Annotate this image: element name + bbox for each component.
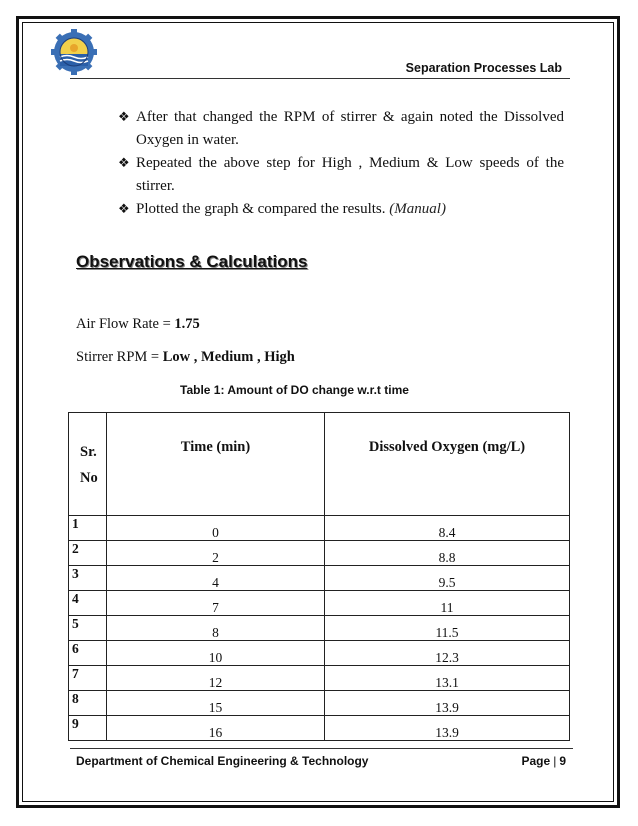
header-sr-no bbox=[69, 413, 107, 516]
row-sr-cell: 7 bbox=[69, 666, 107, 691]
row-time-cell: 4 bbox=[107, 566, 325, 591]
header-dissolved-oxygen: Dissolved Oxygen (mg/L) bbox=[325, 413, 570, 516]
university-logo-icon bbox=[50, 28, 98, 76]
table-header-row bbox=[69, 413, 570, 516]
procedure-item bbox=[118, 106, 564, 152]
header-sr-line1: Sr. bbox=[80, 444, 97, 460]
table-row bbox=[69, 666, 570, 691]
header-divider bbox=[70, 78, 570, 79]
diamond-bullet-icon: ❖ bbox=[118, 156, 130, 171]
diamond-bullet-icon: ❖ bbox=[118, 202, 130, 217]
row-time-cell: 10 bbox=[107, 641, 325, 666]
procedure-note: (Manual) bbox=[389, 201, 446, 217]
page-number: 9 bbox=[559, 754, 566, 768]
table-row bbox=[69, 616, 570, 641]
footer-department: Department of Chemical Engineering & Technology bbox=[76, 754, 369, 768]
row-sr-cell: 1 bbox=[69, 516, 107, 541]
header-sr-line2: No bbox=[80, 470, 98, 486]
air-flow-label: Air Flow Rate = bbox=[76, 316, 175, 332]
do-table bbox=[68, 412, 570, 741]
table-row bbox=[69, 541, 570, 566]
table-row bbox=[69, 691, 570, 716]
procedure-item bbox=[118, 198, 564, 221]
table-row bbox=[69, 641, 570, 666]
row-time-cell: 8 bbox=[107, 616, 325, 641]
row-sr-cell: 2 bbox=[69, 541, 107, 566]
row-time-cell: 12 bbox=[107, 666, 325, 691]
air-flow-rate bbox=[76, 316, 200, 333]
header-title: Separation Processes Lab bbox=[405, 61, 562, 75]
procedure-list bbox=[118, 106, 564, 221]
row-time-cell: 0 bbox=[107, 516, 325, 541]
page-separator: | bbox=[553, 754, 557, 768]
row-time-cell: 15 bbox=[107, 691, 325, 716]
diamond-bullet-icon: ❖ bbox=[118, 110, 130, 125]
row-sr-cell: 8 bbox=[69, 691, 107, 716]
table-row bbox=[69, 716, 570, 741]
row-do-cell: 9.5 bbox=[325, 566, 570, 591]
table-row bbox=[69, 591, 570, 616]
row-do-cell: 8.8 bbox=[325, 541, 570, 566]
footer-divider bbox=[70, 748, 573, 749]
row-do-cell: 11.5 bbox=[325, 616, 570, 641]
air-flow-value: 1.75 bbox=[174, 316, 200, 332]
procedure-text: Plotted the graph & compared the results. bbox=[136, 201, 386, 217]
row-sr-cell: 6 bbox=[69, 641, 107, 666]
page-label: Page bbox=[521, 754, 551, 768]
row-do-cell: 13.1 bbox=[325, 666, 570, 691]
footer-page bbox=[522, 754, 567, 768]
table-body bbox=[69, 516, 570, 741]
row-sr-cell: 5 bbox=[69, 616, 107, 641]
row-do-cell: 13.9 bbox=[325, 691, 570, 716]
row-sr-cell: 9 bbox=[69, 716, 107, 741]
row-do-cell: 12.3 bbox=[325, 641, 570, 666]
table-caption: Table 1: Amount of DO change w.r.t time bbox=[180, 383, 409, 397]
row-time-cell: 2 bbox=[107, 541, 325, 566]
procedure-text: Repeated the above step for High , Medium & Low speeds of the stirrer. bbox=[136, 155, 564, 194]
row-do-cell: 11 bbox=[325, 591, 570, 616]
row-time-cell: 7 bbox=[107, 591, 325, 616]
procedure-text: After that changed the RPM of stirrer & again noted the Dissolved Oxygen in water. bbox=[136, 109, 564, 148]
stirrer-rpm bbox=[76, 349, 295, 366]
row-sr-cell: 4 bbox=[69, 591, 107, 616]
stirrer-rpm-value: Low , Medium , High bbox=[162, 349, 295, 365]
header-time: Time (min) bbox=[107, 413, 325, 516]
table-row bbox=[69, 566, 570, 591]
row-sr-cell: 3 bbox=[69, 566, 107, 591]
stirrer-rpm-label: Stirrer RPM = bbox=[76, 349, 163, 365]
section-title: Observations & Calculations bbox=[76, 252, 308, 271]
row-do-cell: 13.9 bbox=[325, 716, 570, 741]
table-row bbox=[69, 516, 570, 541]
row-time-cell: 16 bbox=[107, 716, 325, 741]
procedure-item bbox=[118, 152, 564, 198]
row-do-cell: 8.4 bbox=[325, 516, 570, 541]
